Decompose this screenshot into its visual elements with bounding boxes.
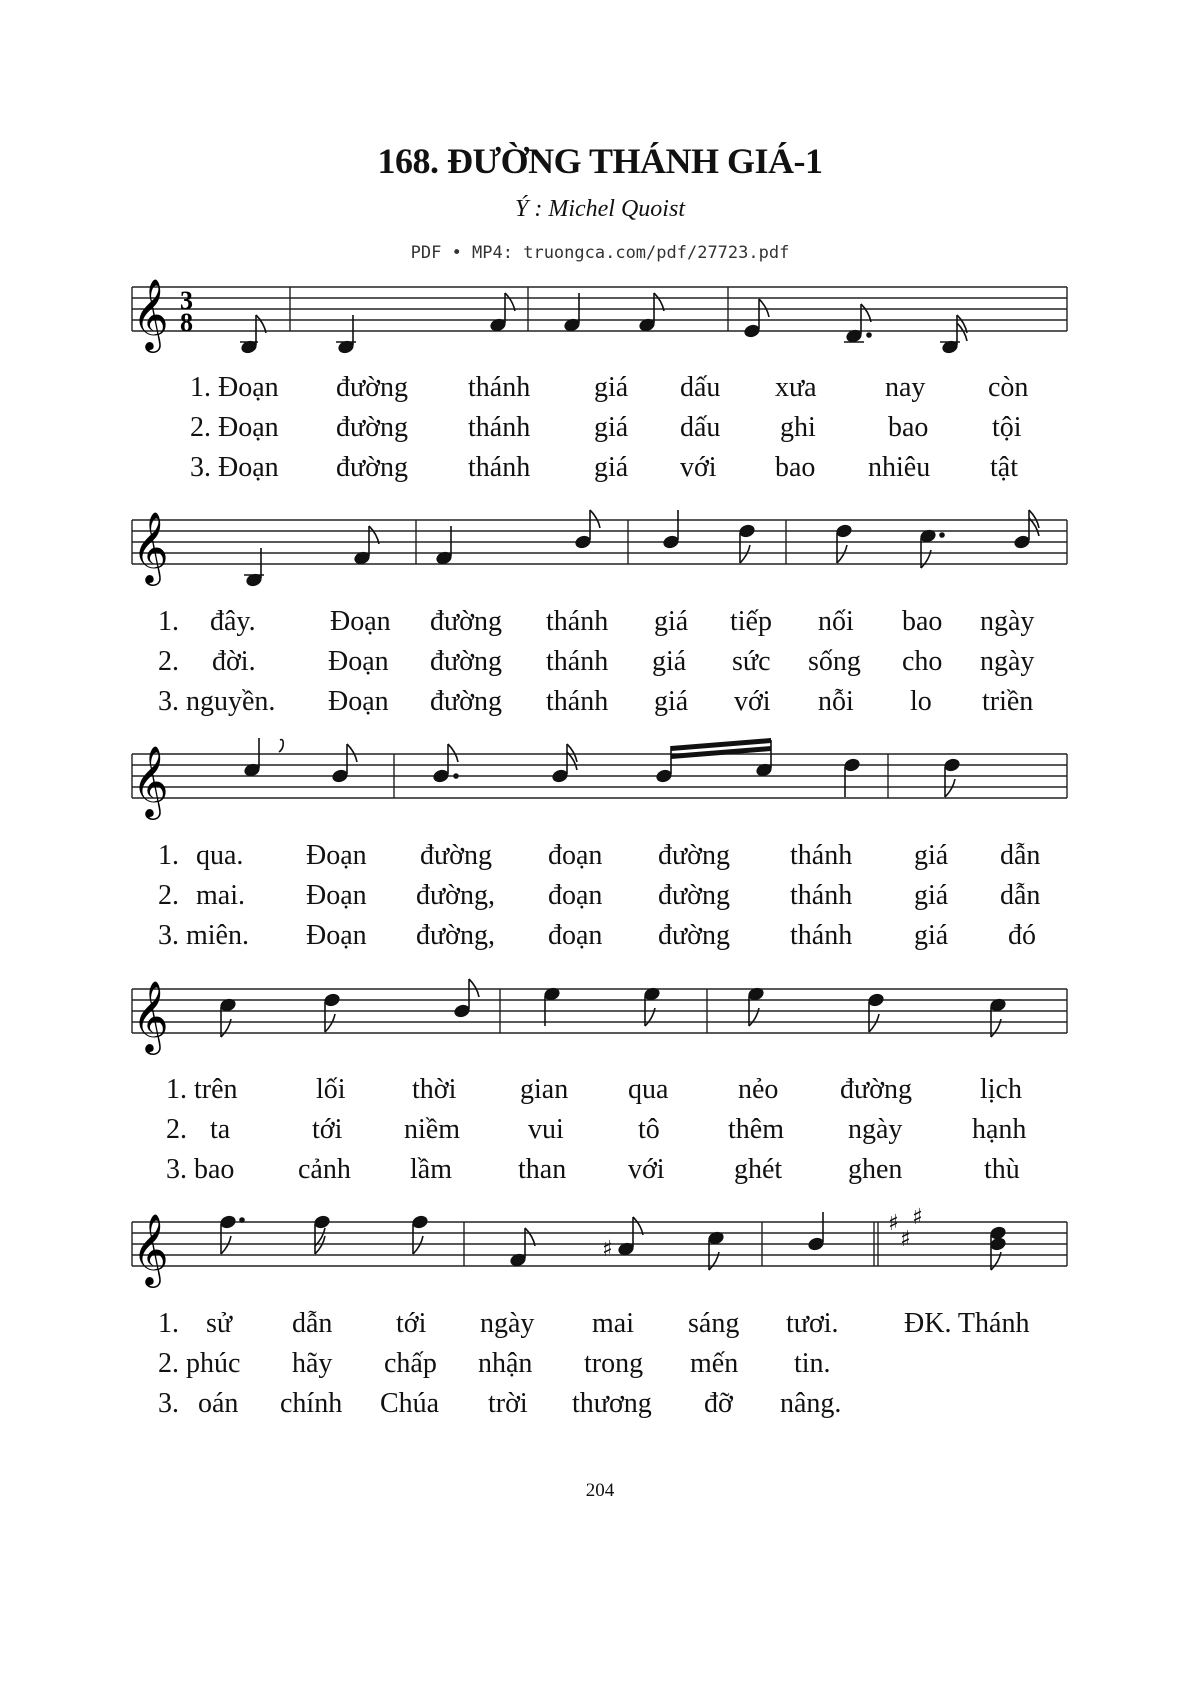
staff-system-5 (132, 1200, 1067, 1310)
sharp-icon: ♯ (900, 1227, 911, 1252)
lyric-syllable: niềm (404, 1114, 460, 1145)
lyric-syllable: thánh (546, 686, 609, 717)
lyric-syllable: dấu (680, 412, 721, 443)
lyric-syllable: ghen (848, 1154, 903, 1185)
lyric-syllable: ĐK. Thánh (904, 1308, 1030, 1339)
lyric-syllable: nhận (478, 1348, 533, 1379)
lyric-syllable: thánh (468, 372, 531, 403)
lyric-syllable: thời (412, 1074, 457, 1105)
lyric-syllable: còn (988, 372, 1029, 403)
lyric-syllable: thánh (468, 412, 531, 443)
lyric-syllable: 2. phúc (158, 1348, 241, 1379)
lyric-syllable: nâng. (780, 1388, 842, 1419)
lyric-syllable: đường (336, 452, 408, 483)
lyric-syllable: 2. (166, 1114, 187, 1145)
staff-5-notation (132, 1200, 1067, 1310)
lyric-syllable: với (680, 452, 717, 483)
lyric-syllable: đỡ (704, 1388, 733, 1419)
lyric-syllable: đời. (212, 646, 256, 677)
lyric-syllable: Chúa (380, 1388, 440, 1419)
sharp-icon: ♯ (602, 1237, 613, 1262)
lyric-syllable: Đoạn (330, 606, 391, 637)
lyric-syllable: oán (198, 1388, 239, 1419)
lyric-syllable: bao (888, 412, 929, 443)
staff-system-1 (132, 265, 1067, 375)
lyrics-system-2-verse-1 (0, 606, 1200, 644)
lyric-syllable: Đoạn (306, 920, 367, 951)
lyric-syllable: thánh (790, 840, 853, 871)
staff-3-notation (132, 732, 1067, 842)
lyric-syllable: sống (808, 646, 861, 677)
song-title: 168. ĐƯỜNG THÁNH GIÁ-1 (377, 141, 823, 181)
lyric-syllable: ngày (980, 606, 1035, 637)
treble-clef-icon: 𝄞 (132, 510, 169, 583)
lyrics-system-3-verse-1 (0, 840, 1200, 878)
lyric-syllable: đường (840, 1074, 912, 1105)
lyric-syllable: 3. nguyền. (158, 686, 276, 717)
lyric-syllable: ta (210, 1114, 231, 1145)
lyric-syllable: nhiêu (868, 452, 931, 483)
lyric-syllable: thánh (546, 646, 609, 677)
lyric-syllable: 1. Đoạn (190, 372, 279, 403)
lyric-syllable: 1. (158, 606, 179, 637)
staff-system-2 (132, 498, 1067, 608)
lyric-syllable: tin. (794, 1348, 831, 1379)
lyric-syllable: giá (594, 372, 629, 403)
lyric-syllable: thánh (546, 606, 609, 637)
lyric-syllable: vui (528, 1114, 564, 1145)
lyric-syllable: giá (652, 646, 687, 677)
treble-clef-icon: 𝄞 (132, 1212, 169, 1285)
lyric-syllable: nỗi (818, 686, 854, 717)
lyric-syllable: lịch (980, 1074, 1022, 1105)
lyric-syllable: 1. trên (166, 1074, 238, 1105)
lyric-syllable: mai (592, 1308, 634, 1339)
lyric-syllable: 2. Đoạn (190, 412, 279, 443)
lyric-syllable: đường (336, 412, 408, 443)
lyric-syllable: đường (420, 840, 492, 871)
lyric-syllable: sáng (688, 1308, 740, 1339)
lyrics-system-3-verse-2 (0, 880, 1200, 918)
lyric-syllable: sử (206, 1308, 233, 1339)
lyric-syllable: chấp (384, 1348, 437, 1379)
lyric-syllable: cảnh (298, 1154, 351, 1185)
lyric-syllable: dẫn (1000, 880, 1041, 911)
lyric-syllable: cho (902, 646, 943, 677)
lyric-syllable: đây. (210, 606, 256, 637)
lyric-syllable: ghét (734, 1154, 783, 1185)
lyric-syllable: đường (336, 372, 408, 403)
lyric-syllable: qua. (196, 840, 244, 871)
lyric-syllable: lo (910, 686, 932, 717)
lyric-syllable: giá (594, 412, 629, 443)
lyric-syllable: 3. bao (166, 1154, 235, 1185)
lyric-syllable: xưa (775, 372, 817, 403)
lyric-syllable: đường (430, 606, 502, 637)
lyric-syllable: gian (520, 1074, 569, 1105)
lyric-syllable: đường (430, 646, 502, 677)
lyric-syllable: thánh (468, 452, 531, 483)
lyrics-system-1-verse-1 (0, 372, 1200, 410)
lyric-syllable: đường (658, 840, 730, 871)
lyrics-system-4-verse-2 (0, 1114, 1200, 1152)
lyric-syllable: ngày (480, 1308, 535, 1339)
lyric-syllable: giá (654, 606, 689, 637)
lyric-syllable: tô (638, 1114, 660, 1145)
lyric-syllable: trời (488, 1388, 528, 1419)
lyric-syllable: đoạn (548, 880, 603, 911)
lyric-syllable: sức (732, 646, 771, 677)
treble-clef-icon: 𝄞 (132, 744, 169, 817)
lyrics-system-2-verse-3 (0, 686, 1200, 724)
lyric-syllable: đường (658, 920, 730, 951)
lyric-syllable: tiếp (730, 606, 772, 637)
lyrics-system-3-verse-3 (0, 920, 1200, 958)
lyric-syllable: thương (572, 1388, 652, 1419)
lyric-syllable: đoạn (548, 840, 603, 871)
lyric-syllable: giá (594, 452, 629, 483)
lyric-syllable: lầm (410, 1154, 452, 1185)
lyric-syllable: dấu (680, 372, 721, 403)
lyric-syllable: đường, (416, 880, 495, 911)
lyric-syllable: Đoạn (306, 840, 367, 871)
lyric-syllable: Đoạn (306, 880, 367, 911)
lyrics-system-4-verse-1 (0, 1074, 1200, 1112)
staff-4-notation (132, 967, 1067, 1077)
lyric-syllable: đường (658, 880, 730, 911)
lyric-syllable: 3. miên. (158, 920, 249, 951)
time-signature-denominator: 8 (180, 308, 193, 337)
lyric-syllable: 1. (158, 1308, 179, 1339)
lyric-syllable: 2. (158, 880, 179, 911)
lyric-syllable: thêm (728, 1114, 784, 1145)
lyric-syllable: bao (902, 606, 943, 637)
lyric-syllable: hạnh (972, 1114, 1027, 1145)
lyric-syllable: thù (984, 1154, 1020, 1185)
lyric-syllable: thánh (790, 920, 853, 951)
lyric-syllable: nẻo (738, 1074, 779, 1105)
lyric-syllable: than (518, 1154, 567, 1185)
lyric-syllable: ngày (980, 646, 1035, 677)
lyrics-system-2-verse-2 (0, 646, 1200, 684)
lyric-syllable: trong (584, 1348, 644, 1379)
lyric-syllable: đường, (416, 920, 495, 951)
lyrics-system-5-verse-2 (0, 1348, 1200, 1386)
lyric-syllable: 3. (158, 1388, 179, 1419)
lyric-syllable: triền (982, 686, 1034, 717)
lyric-syllable: 2. (158, 646, 179, 677)
lyric-syllable: Đoạn (328, 646, 389, 677)
lyric-syllable: giá (914, 880, 949, 911)
lyric-syllable: thánh (790, 880, 853, 911)
lyric-syllable: ngày (848, 1114, 903, 1145)
lyric-syllable: chính (280, 1388, 343, 1419)
lyric-syllable: qua (628, 1074, 669, 1105)
staff-system-3 (132, 732, 1067, 842)
source-link[interactable]: PDF • MP4: truongca.com/pdf/27723.pdf (410, 243, 790, 263)
sharp-icon: ♯ (888, 1211, 899, 1236)
lyrics-system-1-verse-2 (0, 412, 1200, 450)
lyric-syllable: tới (312, 1114, 343, 1145)
time-signature-numerator: 3 (180, 286, 193, 315)
lyric-syllable: dẫn (292, 1308, 333, 1339)
staff-1-notation (132, 265, 1067, 375)
lyric-syllable: mai. (196, 880, 245, 911)
lyric-syllable: đoạn (548, 920, 603, 951)
lyric-syllable: lối (316, 1074, 346, 1105)
staff-system-4 (132, 967, 1067, 1077)
lyrics-system-1-verse-3 (0, 452, 1200, 490)
lyric-syllable: 3. Đoạn (190, 452, 279, 483)
lyrics-system-5-verse-3 (0, 1388, 1200, 1426)
lyric-syllable: Đoạn (328, 686, 389, 717)
lyrics-system-5-verse-1 (0, 1308, 1200, 1346)
lyric-syllable: đường (430, 686, 502, 717)
lyric-syllable: giá (654, 686, 689, 717)
lyric-syllable: giá (914, 840, 949, 871)
lyric-syllable: giá (914, 920, 949, 951)
lyric-syllable: với (628, 1154, 665, 1185)
lyric-syllable: ghi (780, 412, 816, 443)
treble-clef-icon: 𝄞 (132, 979, 169, 1052)
lyric-syllable: nối (818, 606, 854, 637)
lyric-syllable: hãy (292, 1348, 333, 1379)
lyric-syllable: tật (990, 452, 1018, 483)
lyric-syllable: với (734, 686, 771, 717)
lyric-syllable: tới (396, 1308, 427, 1339)
lyric-syllable: tươi. (786, 1308, 839, 1339)
sharp-icon: ♯ (912, 1205, 923, 1230)
lyric-syllable: 1. (158, 840, 179, 871)
lyric-syllable: mến (690, 1348, 739, 1379)
staff-2-notation (132, 498, 1067, 608)
page-number: 204 (585, 1480, 615, 1501)
song-author: Ý : Michel Quoist (515, 196, 685, 222)
lyric-syllable: dẫn (1000, 840, 1041, 871)
lyric-syllable: nay (885, 372, 926, 403)
lyric-syllable: tội (992, 412, 1022, 443)
lyric-syllable: đó (1008, 920, 1036, 951)
lyrics-system-4-verse-3 (0, 1154, 1200, 1192)
lyric-syllable: bao (775, 452, 816, 483)
treble-clef-icon: 𝄞 (132, 277, 169, 350)
